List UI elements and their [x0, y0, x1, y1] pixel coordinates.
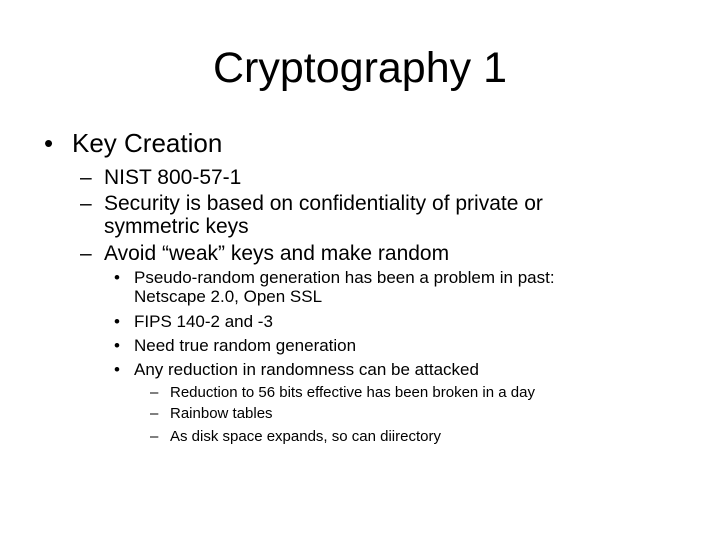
bullet-l4-marker: –: [150, 405, 159, 422]
bullet-l2-marker: –: [80, 242, 92, 265]
bullet-true-random: Need true random generation: [134, 336, 357, 355]
bullet-l3-marker: •: [114, 268, 120, 287]
bullet-l4-marker: –: [150, 428, 159, 445]
bullet-pseudo-random: Pseudo-random generation has been a problem in past:: [134, 268, 555, 287]
bullet-rainbow-tables: Rainbow tables: [170, 405, 273, 422]
bullet-l1-marker: •: [44, 128, 54, 158]
bullet-key-creation: Key Creation: [72, 128, 223, 158]
bullet-security-cont: symmetric keys: [104, 215, 249, 238]
bullet-56-bits: Reduction to 56 bits effective has been broken in a day: [170, 384, 535, 401]
bullet-l4-marker: –: [150, 384, 159, 401]
slide-title: Cryptography 1: [213, 44, 507, 92]
bullet-avoid-weak: Avoid “weak” keys and make random: [104, 242, 450, 265]
bullet-l3-marker: •: [114, 312, 120, 331]
bullet-pseudo-random-cont: Netscape 2.0, Open SSL: [134, 287, 323, 306]
bullet-l2-marker: –: [80, 166, 92, 189]
bullet-l3-marker: •: [114, 336, 120, 355]
bullet-l2-marker: –: [80, 192, 92, 215]
bullet-reduction-randomness: Any reduction in randomness can be attacked: [134, 360, 479, 379]
bullet-nist: NIST 800-57-1: [104, 166, 242, 189]
bullet-fips: FIPS 140-2 and -3: [134, 312, 273, 331]
bullet-l3-marker: •: [114, 360, 120, 379]
bullet-security: Security is based on confidentiality of private or: [104, 192, 543, 215]
bullet-disk-space: As disk space expands, so can diirectory: [170, 428, 441, 445]
